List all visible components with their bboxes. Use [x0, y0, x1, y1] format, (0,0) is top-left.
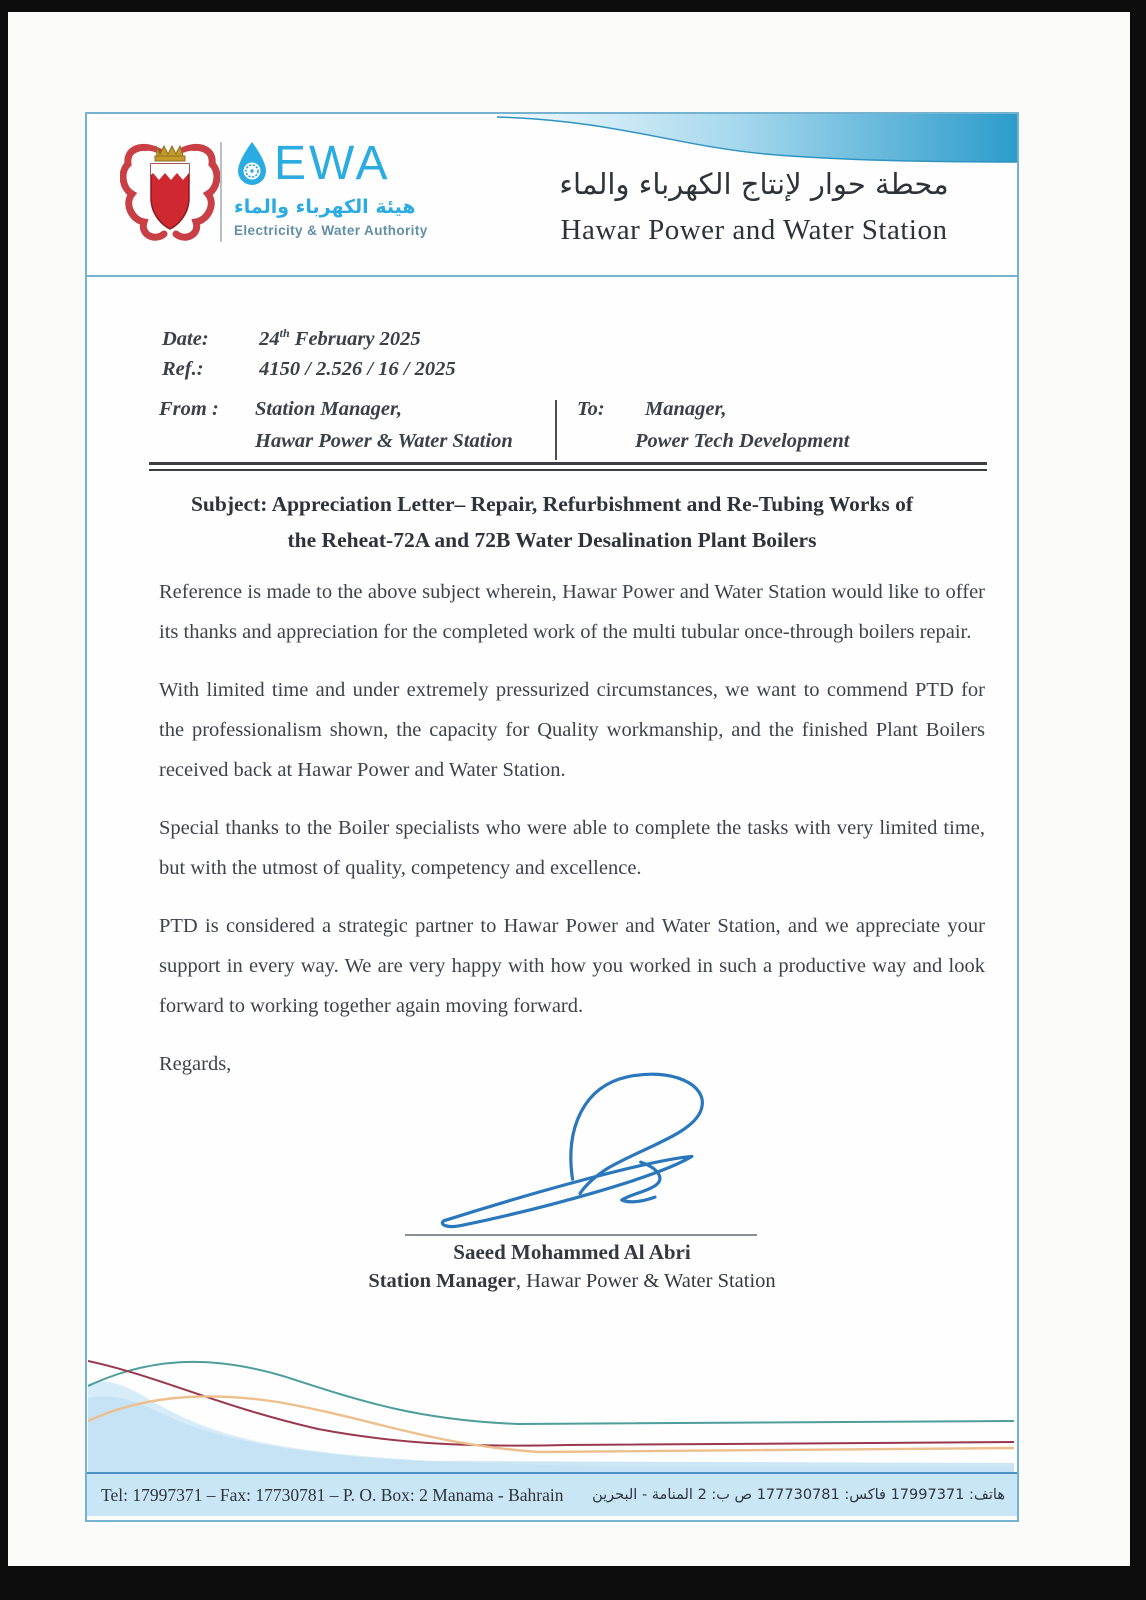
letter-page — [8, 12, 1130, 1566]
station-title-block — [519, 162, 989, 247]
date-label: Date: — [162, 327, 209, 350]
letter-body — [159, 572, 985, 1102]
from-line1: Station Manager, — [255, 398, 402, 420]
closing: Regards, — [159, 1053, 232, 1075]
logo-divider — [220, 142, 222, 242]
station-title-english: Hawar Power and Water Station — [560, 214, 948, 246]
subject-line — [87, 486, 1017, 558]
signatory-title: Station Manager, Hawar Power & Water Station — [368, 1270, 776, 1292]
signature-rule — [405, 1234, 757, 1236]
ref-label: Ref.: — [162, 358, 204, 380]
footer-contact-bar — [87, 1472, 1017, 1516]
to-line2: Power Tech Development — [635, 430, 850, 452]
signature-icon — [417, 1056, 747, 1236]
paragraph: Special thanks to the Boiler specialists who were able to complete the tasks with very limited time, but with the utmost of quality, competency and excellence. — [159, 817, 985, 879]
footer-contact-english: Tel: 17997371 – Fax: 17730781 – P. O. Box: 2 Manama - Bahrain — [101, 1484, 564, 1505]
ref-value: 4150 / 2.526 / 16 / 2025 — [259, 358, 456, 380]
from-line2: Hawar Power & Water Station — [255, 430, 513, 452]
ewa-name-english: Electricity & Water Authority — [234, 223, 428, 238]
footer-contact-arabic: هاتف: 17997371 فاكس: 177730781 ص ب: 2 المنامة - البحرين — [592, 1487, 1005, 1503]
paragraph: With limited time and under extremely pressurized circumstances, we want to commend PTD for the professionalism shown, the capacity for Quality workmanship, and the finished Plant Boilers received back at Hawar Power and Water Station. — [159, 679, 985, 781]
ref-row — [162, 358, 456, 381]
ewa-logo — [234, 137, 494, 238]
footer-wave-decoration — [88, 1326, 1014, 1474]
header-wave-decoration — [497, 114, 1017, 166]
signatory-name: Saeed Mohammed Al Abri — [453, 1240, 691, 1264]
date-row — [162, 326, 421, 351]
from-label: From : — [159, 398, 219, 420]
double-rule — [149, 462, 987, 471]
subject-line1: Subject: Appreciation Letter– Repair, Refurbishment and Re-Tubing Works of — [190, 492, 914, 516]
letterhead — [87, 114, 1017, 277]
to-line1: Manager, — [645, 398, 727, 420]
bahrain-coat-of-arms-icon — [120, 136, 220, 246]
to-label: To: — [577, 398, 605, 420]
station-title-arabic: محطة حوار لإنتاج الكهرباء والماء — [559, 167, 949, 201]
date-value: 24th February 2025 — [259, 326, 421, 350]
ewa-name-arabic: هيئة الكهرباء والماء — [234, 196, 416, 218]
from-to-divider — [555, 400, 557, 460]
subject-line2: the Reheat-72A and 72B Water Desalination Plant Boilers — [287, 528, 817, 552]
letter-frame — [85, 112, 1019, 1522]
paragraph: Reference is made to the above subject wherein, Hawar Power and Water Station would like to offer its thanks and appreciation for the completed work of the multi tubular once-through boilers repair. — [159, 581, 985, 643]
paragraph: PTD is considered a strategic partner to Hawar Power and Water Station, and we appreciate your support in every way. We are very happy with how you worked in such a productive way and look forward to working together again moving forward. — [159, 915, 985, 1017]
ewa-wordmark: EWA — [274, 137, 391, 190]
water-drop-icon — [234, 140, 270, 190]
